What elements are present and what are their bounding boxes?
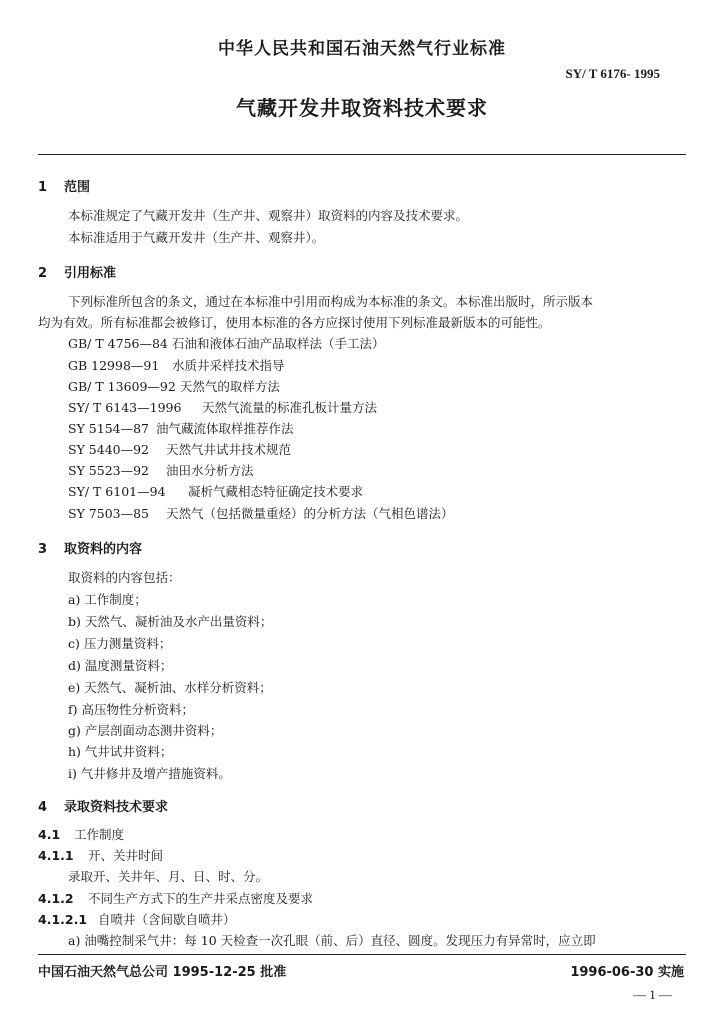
section-number: 3 [38,542,48,557]
section-number: 4 [38,800,48,815]
list-item: i) 气井修井及增产措施资料。 [68,766,231,781]
paragraph: 录取开、关井年、月、日、时、分。 [68,869,269,884]
section-number: 2 [38,266,48,281]
reference-name: 天然气（包括微量重烃）的分析方法（气相色谱法） [165,506,454,521]
section-1-heading [38,176,90,195]
reference-name: 油田水分析方法 [165,463,254,478]
list-item: a) 工作制度； [68,592,147,607]
effective-date: 1996-06-30 实施 [570,965,684,980]
subsection-number: 4.1.1 [38,848,74,863]
reference-item [68,482,363,500]
reference-code: SY 5523—92 [68,463,150,478]
subsection-4-1 [38,825,124,843]
section-4-heading [38,796,168,815]
subsection-title: 不同生产方式下的生产井采点密度及要求 [88,891,314,906]
reference-name: 水质井采样技术指导 [171,358,285,373]
reference-code: SY/ T 6101—94 [68,484,166,499]
document-title: 气藏开发井取资料技术要求 [236,96,488,120]
page-number: — 1 — [633,987,672,1002]
subsection-4-1-1 [38,846,163,864]
list-item: h) 气井试井资料； [68,744,173,759]
subsection-title: 开、关井时间 [88,848,164,863]
section-title: 录取资料技术要求 [64,800,169,815]
approval-line: 中国石油天然气总公司 1995-12-25 批准 [38,965,287,980]
reference-item [68,440,291,458]
reference-name: 石油和液体石油产品取样法（手工法） [171,336,385,351]
reference-code: GB 12998—91 [68,358,160,373]
section-title: 引用标准 [64,266,117,281]
standard-number: SY/ T 6176- 1995 [565,66,660,81]
subsection-number: 4.1 [38,827,61,842]
reference-name: 天然气流量的标准孔板计量方法 [201,400,377,415]
reference-name: 天然气井试井技术规范 [165,442,291,457]
section-3-heading [38,538,142,557]
list-item: e) 天然气、凝析油、水样分析资料； [68,680,272,695]
subsection-4-1-2-1 [38,910,236,928]
reference-name: 天然气的取样方法 [179,379,280,394]
subsection-4-1-2 [38,889,313,907]
subsection-number: 4.1.2.1 [38,912,88,927]
list-item: b) 天然气、凝析油及水产出量资料； [68,614,273,629]
subsection-number: 4.1.2 [38,891,74,906]
reference-code: SY 5440—92 [68,442,150,457]
paragraph: 本标准适用于气藏开发井（生产井、观察井）。 [68,230,325,245]
header-divider [38,154,686,155]
reference-code: SY 7503—85 [68,506,150,521]
list-item: g) 产层剖面动态测井资料； [68,723,223,738]
reference-item [68,356,285,374]
reference-item [68,461,254,479]
section-title: 取资料的内容 [64,542,143,557]
reference-name: 凝析气藏相态特征确定技术要求 [187,484,363,499]
reference-code: SY/ T 6143—1996 [68,400,182,415]
paragraph: 本标准规定了气藏开发井（生产井、观察井）取资料的内容及技术要求。 [68,208,469,223]
reference-name: 油气藏流体取样推荐作法 [155,421,294,436]
reference-code: GB/ T 4756—84 [68,336,168,351]
reference-item [68,377,280,395]
list-item: d) 温度测量资料； [68,658,173,673]
reference-item [68,504,454,522]
reference-item [68,398,377,416]
list-item: f) 高压物性分析资料； [68,702,194,717]
section-title: 范围 [64,180,91,195]
issuing-organization: 中华人民共和国石油天然气行业标准 [218,39,506,59]
reference-code: GB/ T 13609—92 [68,379,176,394]
reference-code: SY 5154—87 [68,421,150,436]
list-item: c) 压力测量资料； [68,636,172,651]
section-number: 1 [38,180,48,195]
paragraph: 下列标准所包含的条文，通过在本标准中引用而构成为本标准的条文。本标准出版时，所示版本 [68,294,594,309]
paragraph: 均为有效。所有标准都会被修订，使用本标准的各方应探讨使用下列标准最新版本的可能性。 [38,315,551,330]
paragraph: 取资料的内容包括： [68,570,181,585]
subsection-title: 自喷井（含间歇自喷井） [98,912,236,927]
section-2-heading [38,262,116,281]
footer-divider [38,954,686,955]
paragraph: a) 油嘴控制采气井：每 10 天检查一次孔眼（前、后）直径、圆度。发现压力有异常时，应立即 [68,933,596,948]
reference-item [68,419,294,437]
reference-item [68,334,385,352]
subsection-title: 工作制度 [74,827,125,842]
